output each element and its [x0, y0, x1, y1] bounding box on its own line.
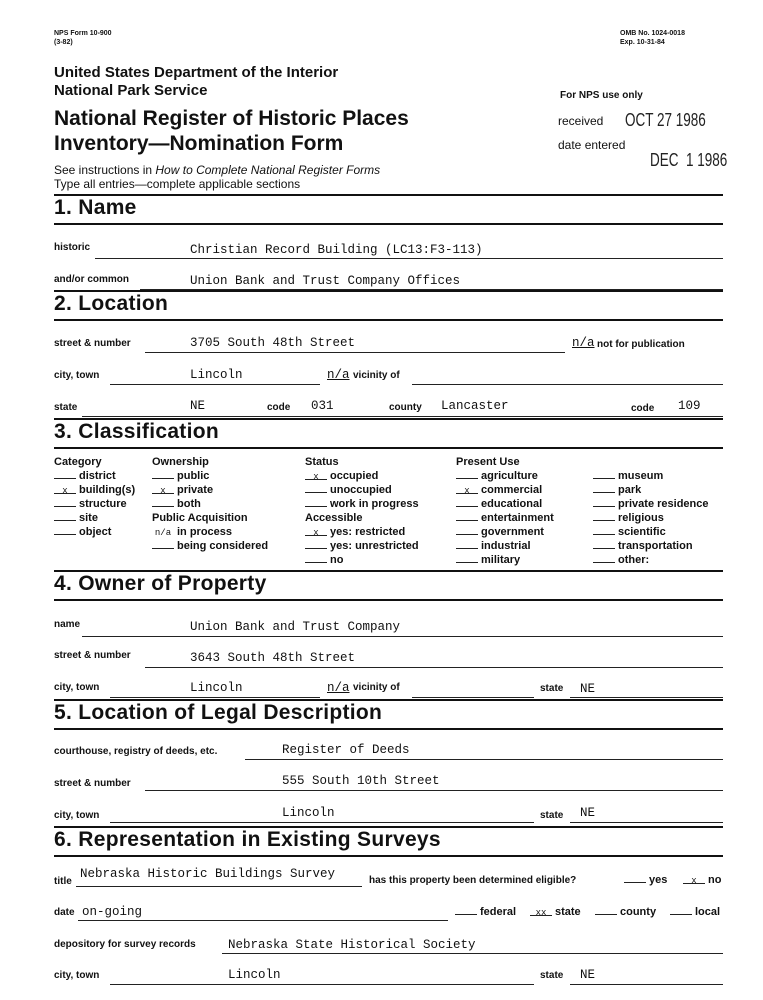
checkbox-label: park [618, 484, 642, 496]
checkbox-label: work in progress [330, 498, 419, 510]
checkbox-public[interactable] [152, 469, 268, 483]
checkbox-label: private residence [618, 498, 709, 510]
checkbox-label: government [481, 526, 544, 538]
form-revision: (3-82) [54, 39, 73, 46]
survey-title-field[interactable]: Nebraska Historic Buildings Survey [80, 867, 336, 881]
county-code-field[interactable]: 109 [678, 399, 701, 413]
check-mark [456, 469, 478, 479]
checkbox-commercial[interactable] [456, 483, 554, 497]
check-mark: x [305, 526, 327, 536]
checkbox-military[interactable] [456, 553, 554, 567]
checkbox-site[interactable] [54, 511, 135, 525]
checkbox-label: local [695, 906, 721, 918]
checkbox-museum[interactable] [593, 469, 709, 483]
field-line [145, 790, 723, 791]
checkbox-in-process[interactable] [152, 525, 268, 539]
check-mark [456, 525, 478, 535]
checkbox-label: private [177, 484, 214, 496]
owner-state-field[interactable]: NE [580, 682, 596, 696]
section-2-heading: 2. Location [54, 292, 169, 315]
courthouse-field[interactable]: Register of Deeds [282, 743, 410, 757]
city-town-label: city, town [54, 370, 100, 381]
checkbox-both[interactable] [152, 497, 268, 511]
check-mark [54, 525, 76, 535]
checkbox-occupied[interactable] [305, 469, 419, 483]
checkbox-label: both [177, 498, 201, 510]
common-name-field[interactable]: Union Bank and Trust Company Offices [190, 274, 461, 288]
owner-state-label: state [540, 683, 564, 694]
check-mark [595, 905, 617, 915]
checkbox-label: commercial [481, 484, 543, 496]
checkbox-label: object [79, 526, 112, 538]
checkbox-yes-restricted[interactable] [305, 525, 419, 539]
owner-vicinity-mark[interactable]: n/a [327, 681, 350, 695]
field-line [245, 759, 723, 760]
legal-street-field[interactable]: 555 South 10th Street [282, 774, 440, 788]
check-mark [456, 539, 478, 549]
checkbox-agriculture[interactable] [456, 469, 554, 483]
historic-name-field[interactable]: Christian Record Building (LC13:F3-113) [190, 243, 483, 257]
present-use-column-2 [593, 469, 709, 567]
checkbox-label: religious [618, 512, 664, 524]
checkbox-label: county [620, 906, 657, 918]
state-code-label: code [267, 402, 291, 413]
survey-title-label: title [54, 876, 72, 887]
section-rule [54, 194, 723, 196]
checkbox-object[interactable] [54, 525, 135, 539]
category-column [54, 455, 135, 539]
expiration: Exp. 10-31-84 [620, 39, 665, 46]
checkbox-label: museum [618, 470, 664, 482]
date-entered-stamp: DEC 1 1986 [650, 150, 728, 170]
checkbox-label: building(s) [79, 484, 136, 496]
section-4-heading: 4. Owner of Property [54, 572, 267, 595]
check-mark [670, 905, 692, 915]
checkbox-private-residence[interactable] [593, 497, 709, 511]
date-entered-label: date entered [558, 138, 626, 152]
checkbox-label: military [481, 554, 521, 566]
section-6-heading: 6. Representation in Existing Surveys [54, 828, 441, 851]
checkbox-entertainment[interactable] [456, 511, 554, 525]
checkbox-label: unoccupied [330, 484, 392, 496]
checkbox-label: occupied [330, 470, 379, 482]
type-all-entries: Type all entries—complete applicable sections [54, 177, 301, 191]
check-mark [593, 483, 615, 493]
instructions-line: See instructions in How to Complete National Register Forms [54, 163, 381, 177]
check-mark [593, 553, 615, 563]
field-line [570, 984, 723, 985]
omb-number: OMB No. 1024-0018 [620, 30, 685, 37]
check-mark [54, 497, 76, 507]
checkbox-label: entertainment [481, 512, 554, 524]
eligible-question: has this property been determined eligible? [369, 875, 577, 886]
field-line [145, 352, 565, 353]
checkbox-religious[interactable] [593, 511, 709, 525]
checkbox-educational[interactable] [456, 497, 554, 511]
level-county-checkbox[interactable] [595, 905, 656, 919]
county-field[interactable]: Lancaster [441, 399, 509, 413]
checkbox-no[interactable] [305, 553, 419, 567]
checkbox-label: site [79, 512, 98, 524]
level-federal-checkbox[interactable] [455, 905, 516, 919]
received-label: received [558, 114, 604, 128]
accessible-title: Accessible [305, 512, 363, 524]
present-use-column-1 [456, 455, 554, 567]
not-for-publication-mark[interactable]: n/a [572, 336, 595, 350]
survey-state-label: state [540, 970, 564, 981]
check-mark [456, 497, 478, 507]
check-mark [54, 511, 76, 521]
state-label: state [54, 402, 78, 413]
checkbox-scientific[interactable] [593, 525, 709, 539]
depository-label: depository for survey records [54, 939, 196, 950]
survey-city-field[interactable]: Lincoln [228, 968, 281, 982]
eligible-no-checkbox[interactable] [683, 873, 721, 887]
check-mark [455, 905, 477, 915]
public-acquisition-title: Public Acquisition [152, 512, 248, 524]
checkbox-label: no [708, 874, 722, 886]
section-3-heading: 3. Classification [54, 420, 219, 443]
field-line [412, 697, 534, 698]
checkbox-label: being considered [177, 540, 269, 552]
section-rule [54, 223, 723, 225]
check-mark: x [54, 484, 76, 494]
checkbox-label: yes: unrestricted [330, 540, 419, 552]
county-label: county [389, 402, 422, 413]
checkbox-other[interactable] [593, 553, 709, 567]
field-line [145, 667, 723, 668]
checkbox-private[interactable] [152, 483, 268, 497]
status-column [305, 455, 419, 567]
check-mark [624, 873, 646, 883]
check-mark: x [305, 470, 327, 480]
legal-state-label: state [540, 810, 564, 821]
section-rule [54, 728, 723, 730]
check-mark: xx [530, 906, 552, 916]
ownership-column [152, 455, 268, 553]
checkbox-label: no [330, 554, 344, 566]
survey-date-label: date [54, 907, 75, 918]
historic-label: historic [54, 242, 91, 253]
check-mark [152, 539, 174, 549]
check-mark [305, 539, 327, 549]
check-mark [593, 497, 615, 507]
form-number: NPS Form 10-900 [54, 30, 112, 37]
city-field[interactable]: Lincoln [190, 368, 243, 382]
checkbox-unoccupied[interactable] [305, 483, 419, 497]
checkbox-label: federal [480, 906, 517, 918]
legal-state-field[interactable]: NE [580, 806, 596, 820]
checkbox-work-in-progress[interactable] [305, 497, 419, 511]
check-mark: n/a [154, 528, 172, 538]
field-line [82, 416, 723, 417]
owner-name-label: name [54, 619, 81, 630]
check-mark: x [152, 484, 174, 494]
field-line [110, 822, 534, 823]
field-line [110, 384, 320, 385]
owner-street-label: street & number [54, 650, 131, 661]
common-name-label: and/or common [54, 274, 130, 285]
survey-date-field[interactable]: on-going [82, 905, 143, 919]
checkbox-industrial[interactable] [456, 539, 554, 553]
owner-name-field[interactable]: Union Bank and Trust Company [190, 620, 401, 634]
checkbox-label: transportation [618, 540, 693, 552]
checkbox-label: yes [649, 874, 668, 886]
owner-street-field[interactable]: 3643 South 48th Street [190, 651, 356, 665]
check-mark: x [683, 874, 705, 884]
field-line [78, 920, 448, 921]
check-mark [54, 469, 76, 479]
level-local-checkbox[interactable] [670, 905, 720, 919]
survey-state-field[interactable]: NE [580, 968, 596, 982]
owner-city-field[interactable]: Lincoln [190, 681, 243, 695]
checkbox-label: structure [79, 498, 127, 510]
checkbox-yes-unrestricted[interactable] [305, 539, 419, 553]
street-number-field[interactable]: 3705 South 48th Street [190, 336, 356, 350]
field-line [110, 697, 320, 698]
checkbox-label: other: [618, 554, 650, 566]
checkbox-structure[interactable] [54, 497, 135, 511]
field-line [76, 886, 362, 887]
checkbox-government[interactable] [456, 525, 554, 539]
field-line [110, 984, 534, 985]
checkbox-park[interactable] [593, 483, 709, 497]
ownership-title: Ownership [152, 456, 209, 468]
level-state-checkbox[interactable] [530, 905, 581, 919]
courthouse-label: courthouse, registry of deeds, etc. [54, 746, 218, 757]
check-mark: x [456, 484, 478, 494]
check-mark [456, 553, 478, 563]
department-name: United States Department of the Interior [54, 64, 339, 81]
section-rule [54, 319, 723, 321]
check-mark [152, 497, 174, 507]
checkbox-being-considered[interactable] [152, 539, 268, 553]
field-line [570, 822, 723, 823]
depository-field[interactable]: Nebraska State Historical Society [228, 938, 476, 952]
state-field[interactable]: NE [190, 399, 206, 413]
not-for-publication-label: not for publication [597, 339, 685, 350]
check-mark [305, 497, 327, 507]
check-mark [593, 539, 615, 549]
field-line [570, 697, 723, 698]
checkbox-label: scientific [618, 526, 666, 538]
checkbox-buildings[interactable] [54, 483, 135, 497]
field-line [222, 953, 723, 954]
checkbox-district[interactable] [54, 469, 135, 483]
status-title: Status [305, 456, 339, 468]
check-mark [152, 469, 174, 479]
checkbox-label: yes: restricted [330, 526, 406, 538]
vicinity-mark[interactable]: n/a [327, 368, 350, 382]
form-subtitle: Inventory—Nomination Form [54, 132, 344, 155]
checkbox-label: educational [481, 498, 543, 510]
category-title: Category [54, 456, 102, 468]
field-line [95, 258, 723, 259]
check-mark [593, 525, 615, 535]
field-line [412, 384, 723, 385]
field-line [82, 636, 723, 637]
street-number-label: street & number [54, 338, 131, 349]
section-1-heading: 1. Name [54, 196, 137, 219]
legal-city-field[interactable]: Lincoln [282, 806, 335, 820]
check-mark [305, 483, 327, 493]
service-name: National Park Service [54, 82, 208, 99]
eligible-yes-checkbox[interactable] [624, 873, 667, 887]
form-title: National Register of Historic Places [54, 107, 409, 130]
check-mark [305, 553, 327, 563]
present-use-title: Present Use [456, 456, 520, 468]
state-code-field[interactable]: 031 [311, 399, 334, 413]
section-rule [54, 599, 723, 601]
checkbox-transportation[interactable] [593, 539, 709, 553]
checkbox-label: agriculture [481, 470, 538, 482]
nps-use-label: For NPS use only [560, 90, 643, 101]
checkbox-label: district [79, 470, 116, 482]
checkbox-label: public [177, 470, 210, 482]
section-5-heading: 5. Location of Legal Description [54, 701, 383, 724]
legal-city-label: city, town [54, 810, 100, 821]
legal-street-label: street & number [54, 778, 131, 789]
owner-vicinity-label: vicinity of [353, 682, 400, 693]
section-rule [54, 447, 723, 449]
check-mark [456, 511, 478, 521]
vicinity-label: vicinity of [353, 370, 400, 381]
county-code-label: code [631, 403, 655, 414]
check-mark [593, 469, 615, 479]
checkbox-label: in process [177, 526, 233, 538]
section-rule [54, 855, 723, 857]
survey-city-label: city, town [54, 970, 100, 981]
checkbox-label: state [555, 906, 581, 918]
received-stamp: OCT 27 1986 [625, 110, 706, 130]
check-mark [593, 511, 615, 521]
checkbox-label: industrial [481, 540, 531, 552]
owner-city-label: city, town [54, 682, 100, 693]
